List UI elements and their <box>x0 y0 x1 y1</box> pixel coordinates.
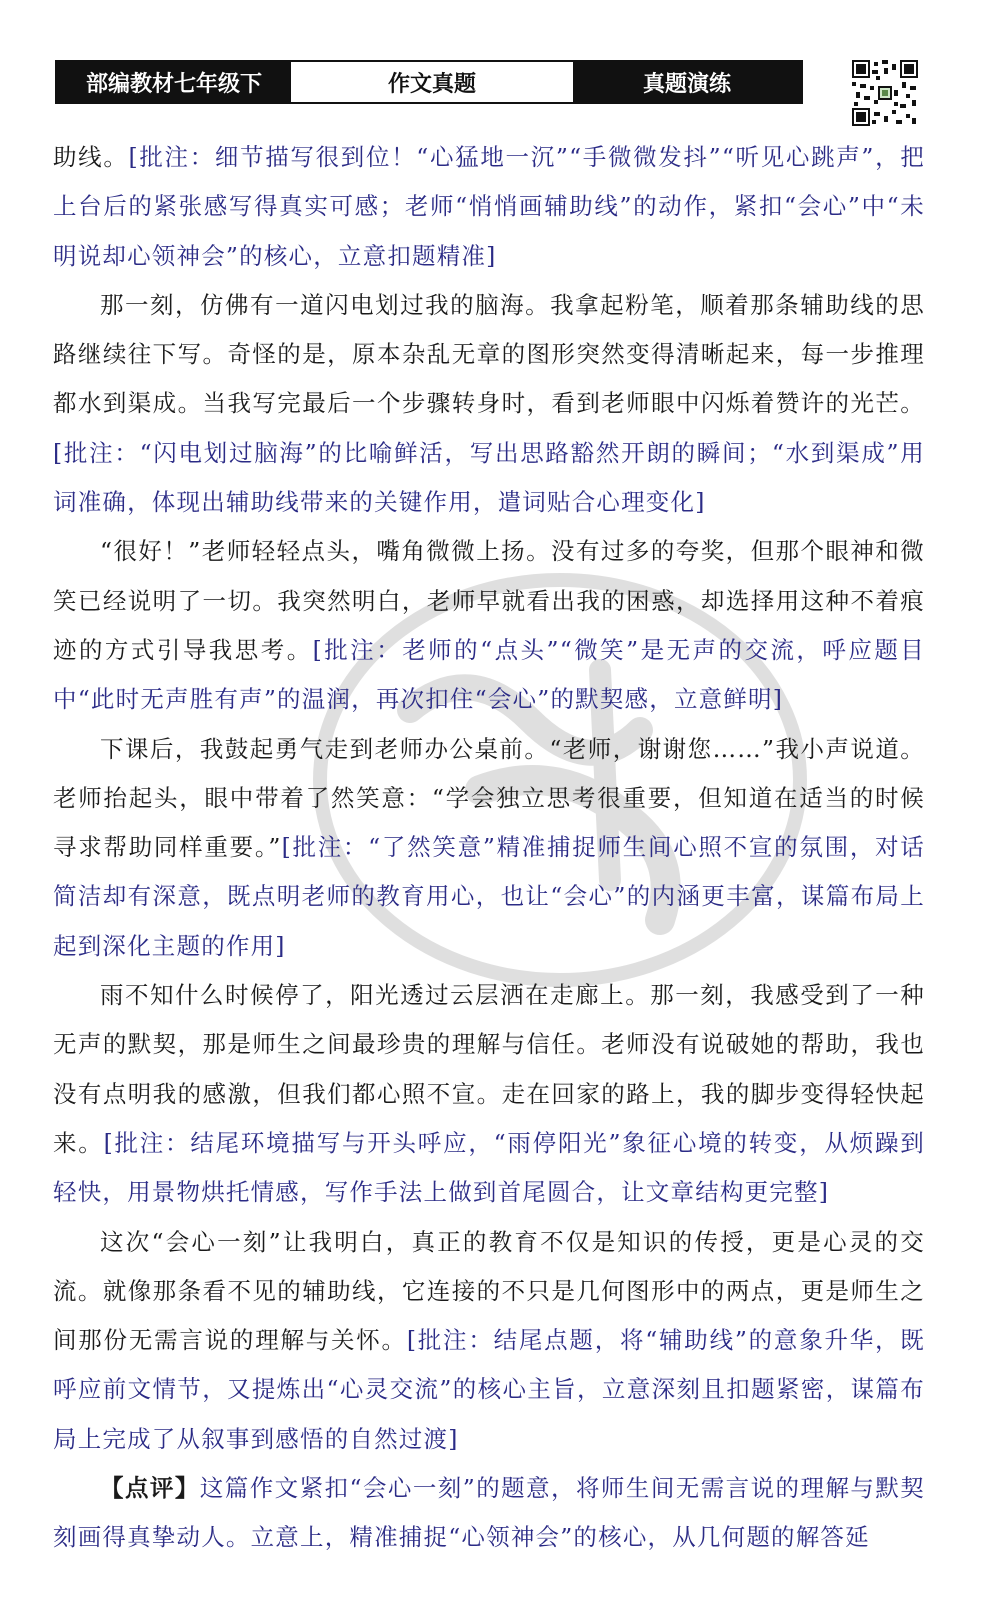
paragraph <box>53 281 925 527</box>
annotation: [批注：老师的“点头”“微笑”是无声的交流，呼应题目中“此时无声胜有声”的温润，再次扣住“会心”的默契感，立意鲜明] <box>53 635 925 714</box>
review-paragraph <box>53 1464 925 1563</box>
paragraph <box>53 971 925 1217</box>
annotation: [批注：结尾点题，将“辅助线”的意象升华，既呼应前文情节，又提炼出“心灵交流”的核心主旨，立意深刻且扣题紧密，谋篇布局上完成了从叙事到感悟的自然过渡] <box>53 1326 925 1453</box>
paragraph <box>53 133 925 281</box>
paragraph-text: 那一刻，仿佛有一道闪电划过我的脑海。我拿起粉笔，顺着那条辅助线的思路继续往下写。奇怪的是，原本杂乱无章的图形突然变得清晰起来，每一步推理都水到渠成。当我写完最后一个步骤转身时，看到老师眼中闪烁着赞许的光芒。 <box>53 290 925 418</box>
paragraph-text: 下课后，我鼓起勇气走到老师办公桌前。“老师，谢谢您……”我小声说道。老师抬起头，眼中带着了然笑意：“学会独立思考很重要，但知道在适当的时候寻求帮助同样重要。” <box>53 734 925 862</box>
page-header <box>55 60 803 104</box>
header-practice-label: 真题演练 <box>573 62 801 102</box>
annotation: [批注：“闪电划过脑海”的比喻鲜活，写出思路豁然开朗的瞬间；“水到渠成”用词准确，体现出辅助线带来的关键作用，遣词贴合心理变化] <box>53 438 925 517</box>
qr-code-icon <box>852 60 918 126</box>
paragraph <box>53 527 925 724</box>
review-text: 这篇作文紧扣“会心一刻”的题意，将师生间无需言说的理解与默契刻画得真挚动人。立意上，精准捕捉“心领神会”的核心，从几何题的解答延 <box>53 1474 925 1552</box>
paragraph-text: 助线。 <box>53 143 129 171</box>
paragraph-text: 这次“会心一刻”让我明白，真正的教育不仅是知识的传授，更是心灵的交流。就像那条看不见的辅助线，它连接的不只是几何图形中的两点，更是师生之间那份无需言说的理解与关怀。 <box>53 1227 925 1355</box>
paragraph-text: “很好！”老师轻轻点头，嘴角微微上扬。没有过多的夸奖，但那个眼神和微笑已经说明了一切。我突然明白，老师早就看出我的困惑，却选择用这种不着痕迹的方式引导我思考。 <box>53 537 925 664</box>
annotation: [批注：细节描写很到位！“心猛地一沉”“手微微发抖”“听见心跳声”，把上台后的紧张感写得真实可感；老师“悄悄画辅助线”的动作，紧扣“会心”中“未明说却心领神会”的核心，立意扣题精准] <box>53 143 925 270</box>
annotation: [批注：“了然笑意”精准捕捉师生间心照不宣的氛围，对话简洁却有深意，既点明老师的教育用心，也让“会心”的内涵更丰富，谋篇布局上起到深化主题的作用] <box>53 833 925 960</box>
paragraph <box>53 725 925 971</box>
paragraph <box>53 1218 925 1464</box>
header-section-title: 作文真题 <box>291 62 573 102</box>
header-grade-label: 部编教材七年级下 <box>57 62 291 102</box>
essay-body <box>53 133 925 1563</box>
review-label: 【点评】 <box>100 1474 200 1503</box>
paragraph-text: 雨不知什么时候停了，阳光透过云层洒在走廊上。那一刻，我感受到了一种无声的默契，那是师生之间最珍贵的理解与信任。老师没有说破她的帮助，我也没有点明我的感激，但我们都心照不宣。走在回家的路上，我的脚步变得轻快起来。 <box>53 981 925 1157</box>
annotation: [批注：结尾环境描写与开头呼应，“雨停阳光”象征心境的转变，从烦躁到轻快，用景物烘托情感，写作手法上做到首尾圆合，让文章结构更完整] <box>53 1128 926 1207</box>
